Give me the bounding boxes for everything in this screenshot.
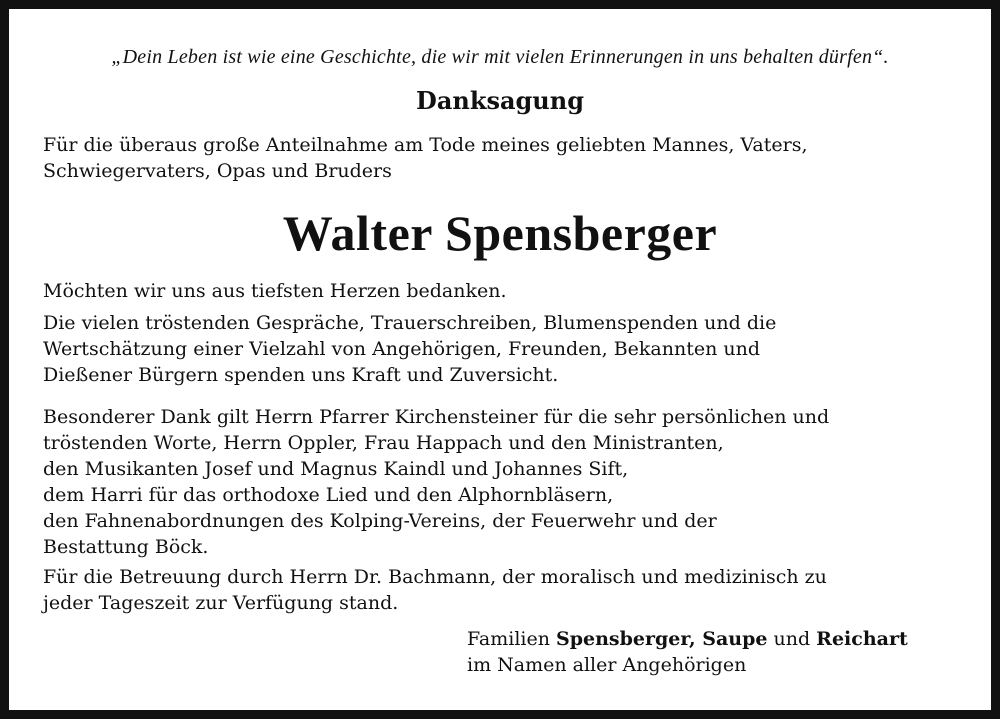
paragraph-line: den Fahnenabordnungen des Kolping-Vereins, der Feuerwehr und der <box>43 510 717 532</box>
signature-block <box>467 626 908 678</box>
intro-paragraph <box>43 132 963 184</box>
paragraph-line: Möchten wir uns aus tiefsten Herzen bedanken. <box>43 280 507 302</box>
intro-line: Schwiegervaters, Opas und Bruders <box>43 160 392 182</box>
paragraph-line: Die vielen tröstenden Gespräche, Trauerschreiben, Blumenspenden und die <box>43 312 777 334</box>
paragraph-line: Für die Betreuung durch Herrn Dr. Bachmann, der moralisch und medizinisch zu <box>43 566 827 588</box>
heading-danksagung: Danksagung <box>416 86 584 115</box>
paragraph-line: Besonderer Dank gilt Herrn Pfarrer Kirchensteiner für die sehr persönlichen und <box>43 406 830 428</box>
signature-conjunction: und <box>767 628 817 650</box>
paragraph-line: den Musikanten Josef und Magnus Kaindl und Johannes Sift, <box>43 458 629 480</box>
paragraph-3 <box>43 404 963 560</box>
signature-line-2: im Namen aller Angehörigen <box>467 654 747 676</box>
paragraph-1 <box>43 278 963 304</box>
signature-last-family: Reichart <box>816 628 908 650</box>
motto-quote: „Dein Leben ist wie eine Geschichte, die wir mit vielen Erinnerungen in uns behalten dürfen“. <box>111 46 889 68</box>
paragraph-line: Bestattung Böck. <box>43 536 209 558</box>
paragraph-line: tröstenden Worte, Herrn Oppler, Frau Happach und den Ministranten, <box>43 432 724 454</box>
paragraph-line: dem Harri für das orthodoxe Lied und den Alphornbläsern, <box>43 484 614 506</box>
signature-families-line <box>467 626 908 652</box>
signature-prefix: Familien <box>467 628 556 650</box>
paragraph-line: Dießener Bürgern spenden uns Kraft und Zuversicht. <box>43 364 559 386</box>
paragraph-line: Wertschätzung einer Vielzahl von Angehörigen, Freunden, Bekannten und <box>43 338 761 360</box>
paragraph-2 <box>43 310 963 388</box>
intro-line: Für die überaus große Anteilnahme am Tode meines geliebten Mannes, Vaters, <box>43 134 808 156</box>
deceased-name: Walter Spensberger <box>282 205 718 261</box>
signature-families: Spensberger, Saupe <box>556 628 768 650</box>
paragraph-4 <box>43 564 963 616</box>
paragraph-line: jeder Tageszeit zur Verfügung stand. <box>43 592 399 614</box>
